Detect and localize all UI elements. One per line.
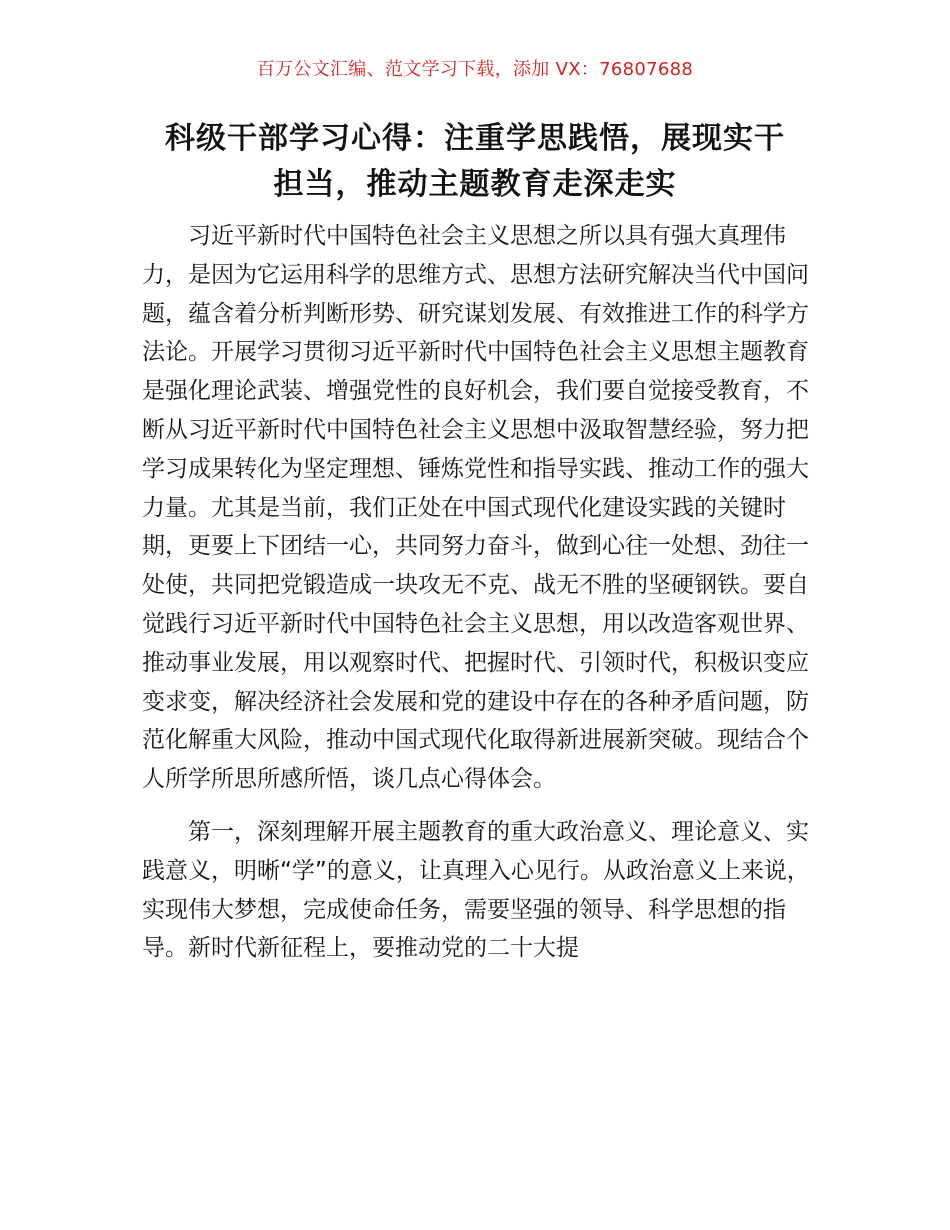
- title-line-1: 科级干部学习心得：注重学思践悟，展现实干: [165, 121, 785, 156]
- document-body: [142, 217, 814, 968]
- title-line-2: 担当，推动主题教育走深走实: [273, 167, 677, 202]
- document-title: [140, 116, 810, 208]
- paragraph-first-point: 第一，深刻理解开展主题教育的重大政治意义、理论意义、实践意义，明晰“学”的意义，让真理入心见行。从政治意义上来说，实现伟大梦想，完成使命任务，需要坚强的领导、科学思想的指导。新时代新征程上，要推动党的二十大提: [142, 818, 810, 962]
- paragraph-intro: 习近平新时代中国特色社会主义思想之所以具有强大真理伟力，是因为它运用科学的思维方式、思想方法研究解决当代中国问题，蕴含着分析判断形势、研究谋划发展、有效推进工作的科学方法论。开展学习贯彻习近平新时代中国特色社会主义思想主题教育是强化理论武装、增强党性的良好机会，我们要自觉接受教育，不断从习近平新时代中国特色社会主义思想中汲取智慧经验，努力把学习成果转化为坚定理想、锤炼党性和指导实践、推动工作的强大力量。尤其是当前，我们正处在中国式现代化建设实践的关键时期，更要上下团结一心，共同努力奋斗，做到心往一处想、劲往一处使，共同把党锻造成一块攻无不克、战无不胜的坚硬钢铁。要自觉践行习近平新时代中国特色社会主义思想，用以改造客观世界、推动事业发展，用以观察时代、把握时代、引领时代，积极识变应变求变，解决经济社会发展和党的建设中存在的各种矛盾问题，防范化解重大风险，推动中国式现代化取得新进展新突破。现结合个人所学所思所感所悟，谈几点心得体会。: [142, 223, 809, 793]
- header-watermark-note: 百万公文汇编、范文学习下载，添加 VX：76807688: [256, 59, 694, 80]
